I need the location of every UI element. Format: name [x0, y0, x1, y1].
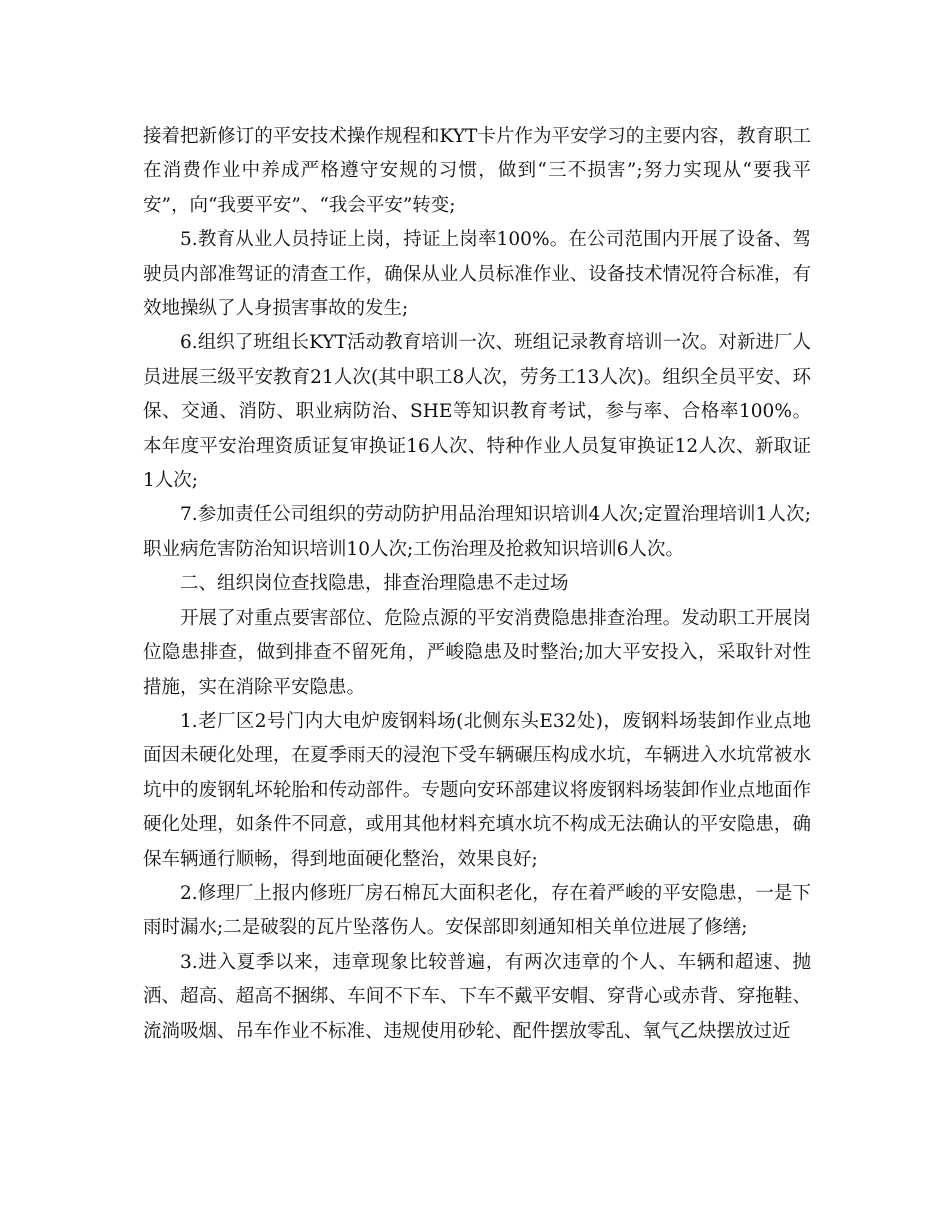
paragraph-section-intro: 开展了对重点要害部位、危险点源的平安消费隐患排查治理。发动职工开展岗位隐患排查，做到排查不留死角，严峻隐患及时整治;加大平安投入，采取针对性措施，实在消除平安隐患。 — [143, 607, 811, 698]
document-body — [143, 120, 811, 1049]
section-heading-2: 二、组织岗位查找隐患，排查治理隐患不走过场 — [180, 573, 569, 595]
paragraph-item-5: 5.教育从业人员持证上岗，持证上岗率100%。在公司范围内开展了设备、驾驶员内部准驾证的清查工作，确保从业人员标准作业、设备技术情况符合标准，有效地操纵了人身损害事故的发生; — [143, 229, 811, 320]
paragraph-item-7: 7.参加责任公司组织的劳动防护用品治理知识培训4人次;定置治理培训1人次;职业病危害防治知识培训10人次;工伤治理及抢救知识培训6人次。 — [143, 504, 811, 560]
paragraph-hazard-3: 3.进入夏季以来，违章现象比较普遍，有两次违章的个人、车辆和超速、抛洒、超高、超高不捆绑、车间不下车、下车不戴平安帽、穿背心或赤背、穿拖鞋、流淌吸烟、吊车作业不标准、违规使用砂轮、配件摆放零乱、氧气乙炔摆放过近 — [143, 951, 811, 1042]
paragraph-hazard-1: 1.老厂区2号门内大电炉废钢料场(北侧东头E32处)，废钢料场装卸作业点地面因未硬化处理，在夏季雨天的浸泡下受车辆碾压构成水坑，车辆进入水坑常被水坑中的废钢轧坏轮胎和传动部件。专题向安环部建议将废钢料场装卸作业点地面作硬化处理，如条件不同意，或用其他材料充填水坑不构成无法确认的平安隐患，确保车辆通行顺畅，得到地面硬化整治，效果良好; — [143, 710, 811, 870]
paragraph-item-6: 6.组织了班组长KYT活动教育培训一次、班组记录教育培训一次。对新进厂人员进展三级平安教育21人次(其中职工8人次，劳务工13人次)。组织全员平安、环保、交通、消防、职业病防治、SHE等知识教育考试，参与率、合格率100%。本年度平安治理资质证复审换证16人次、特种作业人员复审换证12人次、新取证1人次; — [143, 332, 811, 492]
paragraph-continuation: 接着把新修订的平安技术操作规程和KYT卡片作为平安学习的主要内容，教育职工在消费作业中养成严格遵守安规的习惯，做到“三不损害”;努力实现从“要我平安”，向“我要平安”、“我会平安”转变; — [143, 126, 811, 216]
paragraph-hazard-2: 2.修理厂上报内修班厂房石棉瓦大面积老化，存在着严峻的平安隐患，一是下雨时漏水;二是破裂的瓦片坠落伤人。安保部即刻通知相关单位进展了修缮; — [143, 882, 811, 939]
